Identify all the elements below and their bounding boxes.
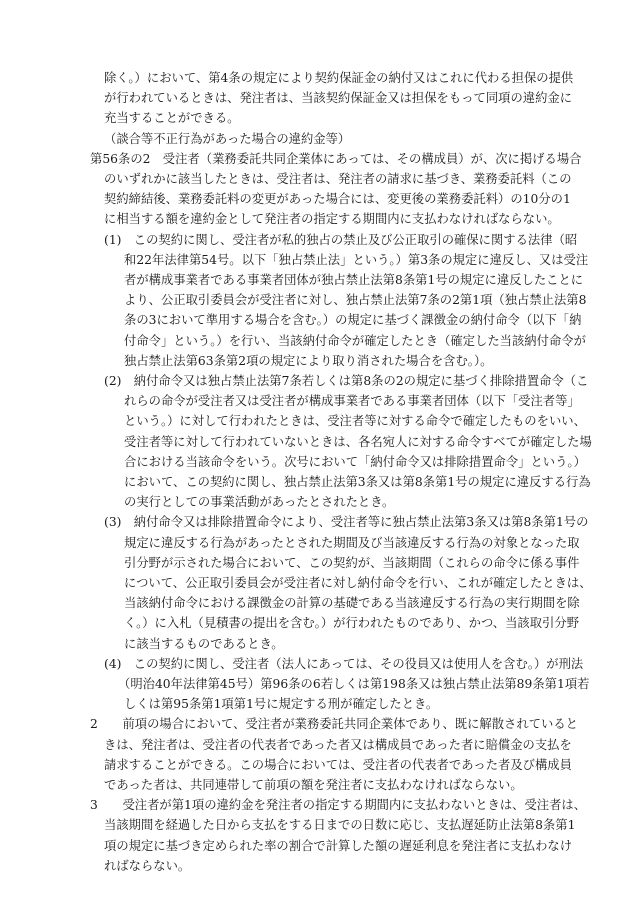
item-1-line: 者が構成事業者である事業者団体が独占禁止法第8条第1号の規定に違反したことに: [124, 273, 584, 287]
item-1-line: (1) この契約に関し、受注者が私的独占の禁止及び公正取引の確保に関する法律（昭: [104, 232, 578, 247]
paragraph-3-line: 当該期間を経過した日から支払をする日までの日数に応じ、支払遅延防止法第8条第1: [104, 818, 576, 833]
text-line: に相当する額を違約金として発注者の指定する期間内に支払わなければならない。: [104, 212, 560, 227]
item-2-line: において、この契約に関し、独占禁止法第3条又は第8条第1号の規定に違反する行為: [124, 475, 591, 489]
paragraph-2-line: であった者は、共同連帯して前項の額を発注者に支払わなければならない。: [104, 778, 523, 792]
paragraph-2-line: きは、発注者は、受注者の代表者であった者又は構成員であった者に賠償金の支払を: [104, 737, 572, 752]
item-3-line: (3) 納付命令又は排除措置命令により、受注者等に独占禁止法第3条又は第8条第1号の: [104, 515, 589, 530]
item-3-line: 引分野が示された場合において、この契約が、当該期間（これらの命令に係る事件: [124, 555, 580, 570]
item-4-line: （明治40年法律第45号）第96条の6若しくは第198条又は独占禁止法第89条第1項若: [118, 677, 590, 691]
item-2-line: 合における当該命令をいう。次号において「納付命令又は排除措置命令」という。）: [124, 454, 586, 469]
item-2-line: れらの命令が受注者又は受注者が構成事業者である事業者団体（以下「受注者等」: [124, 394, 580, 409]
item-3-line: に該当するものであるとき。: [124, 636, 284, 651]
item-1-line: 和22年法律第54号。以下「独占禁止法」という。）第3条の規定に違反し、又は受注: [124, 252, 589, 267]
text-line: 除く。）において、第4条の規定により契約保証金の納付又はこれに代わる担保の提供: [104, 71, 574, 85]
paragraph-3-line: 3 受注者が第1項の違約金を発注者の指定する期間内に支払わないときは、受注者は、: [90, 798, 587, 813]
text-line: 契約締結後、業務委託料の変更があった場合には、変更後の業務委託料）の10分の1: [104, 192, 571, 207]
item-2-line: の実行としての事業活動があったとされたとき。: [124, 495, 395, 510]
text-line: 充当することができる。: [104, 111, 240, 126]
paragraph-2-line: 2 前項の場合において、受注者が業務委託共同企業体であり、既に解散されていると: [90, 717, 578, 732]
text-line: のいずれかに該当したときは、受注者は、発注者の請求に基づき、業務委託料（この: [104, 172, 572, 186]
paragraph-2-line: 請求することができる。この場合においては、受注者の代表者であった者及び構成員: [104, 757, 572, 772]
article-heading-line: 第56条の2 受注者（業務委託共同企業体にあっては、その構成員）が、次に掲げる場合: [90, 151, 582, 166]
section-heading: （談合等不正行為があった場合の違約金等）: [104, 131, 351, 146]
item-1-line: 独占禁止法第63条第2項の規定により取り消された場合を含む。）。: [124, 353, 493, 368]
paragraph-3-line: 項の規定に基づき定められた率の割合で計算した額の遅延利息を発注者に支払わなけ: [104, 838, 573, 853]
item-2-line: 受注者等に対して行われていないときは、各名宛人に対する命令すべてが確定した場: [124, 434, 592, 449]
item-2-line: という。）に対して行われたときは、受注者等に対する命令で確定したものをいい、: [124, 414, 586, 429]
item-3-line: について、公正取引委員会が受注者に対し納付命令を行い、これが確定したときは、: [124, 576, 592, 590]
item-2-line: (2) 納付命令又は独占禁止法第7条若しくは第8条の2の規定に基づく排除措置命令（こ: [104, 374, 589, 388]
item-1-line: より、公正取引委員会が受注者に対し、独占禁止法第7条の2第1項（独占禁止法第8: [124, 293, 587, 308]
text-line: が行われているときは、発注者は、当該契約保証金又は担保をもって同項の違約金に: [104, 91, 573, 106]
item-3-line: 当該納付命令における課徴金の計算の基礎である当該違反する行為の実行期間を除: [124, 596, 580, 611]
item-1-line: 条の3において準用する場合を含む。）の規定に基づく課徴金の納付命令（以下「納: [124, 313, 582, 328]
item-3-line: く。）に入札（見積書の提出を含む。）が行われたものであり、かつ、当該取引分野: [124, 616, 580, 631]
item-4-line: (4) この契約に関し、受注者（法人にあっては、その役員又は使用人を含む。）が刑法: [104, 656, 584, 671]
paragraph-3-line: ればならない。: [104, 858, 191, 873]
item-3-line: 規定に違反する行為があったとされた期間及び当該違反する行為の対象となった取: [124, 535, 580, 550]
item-4-line: しくは第95条第1項第1号に規定する刑が確定したとき。: [124, 697, 439, 712]
item-1-line: 付命令」という。）を行い、当該納付命令が確定したとき（確定した当該納付命令が: [124, 333, 586, 348]
